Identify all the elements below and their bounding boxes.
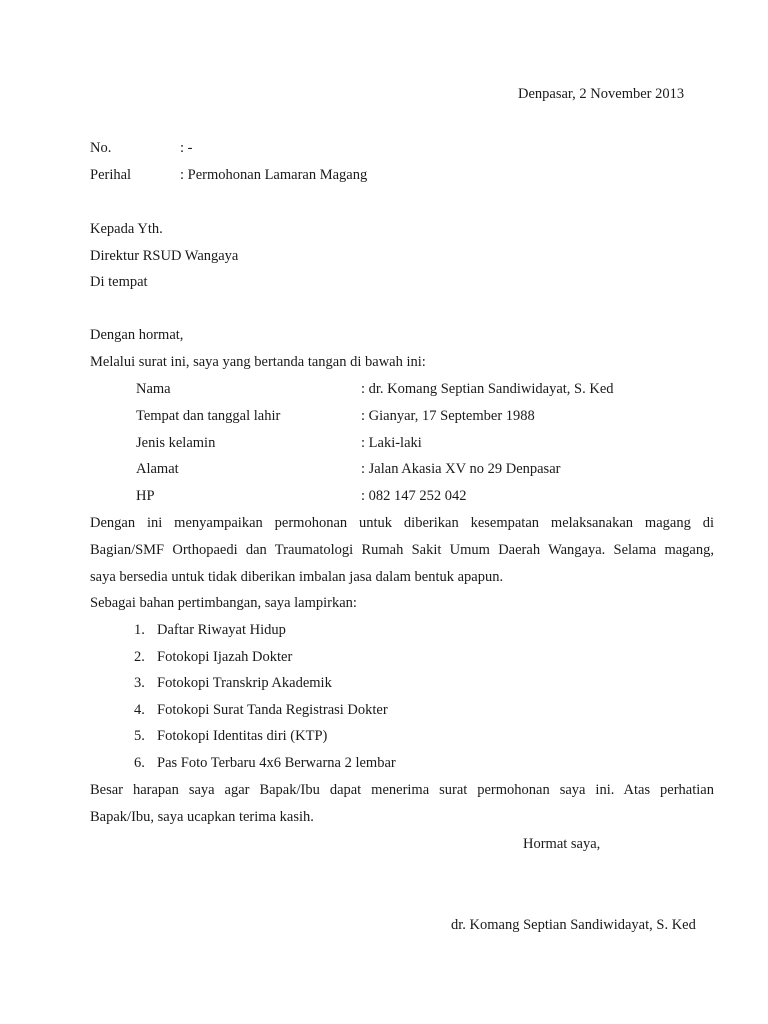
field-label: Alamat: [136, 461, 179, 477]
field-value: : Gianyar, 17 September 1988: [361, 408, 535, 424]
greeting: Dengan hormat,: [90, 327, 184, 343]
attachment-number: 3.: [134, 675, 145, 691]
closing-paragraph-line-1: Besar harapan saya agar Bapak/Ibu dapat menerima surat permohonan saya ini. Atas perhatian: [90, 782, 714, 798]
field-label: Tempat dan tanggal lahir: [136, 408, 281, 424]
closing-paragraph-line-2: Bapak/Ibu, saya ucapkan terima kasih.: [90, 809, 314, 825]
recipient-line-1: Kepada Yth.: [90, 221, 163, 237]
field-value: : 082 147 252 042: [361, 488, 467, 504]
field-label: Jenis kelamin: [136, 435, 216, 451]
place-date: Denpasar, 2 November 2013: [518, 86, 685, 102]
field-value: : Jalan Akasia XV no 29 Denpasar: [361, 461, 561, 477]
body-paragraph-line-1: Dengan ini menyampaikan permohonan untuk diberikan kesempatan melaksanakan magang di: [90, 515, 714, 531]
no-value: : -: [180, 140, 193, 156]
attachment-text: Daftar Riwayat Hidup: [157, 622, 286, 638]
attachment-number: 5.: [134, 728, 145, 744]
body-paragraph-line-3: saya bersedia untuk tidak diberikan imbalan jasa dalam bentuk apapun.: [90, 569, 504, 585]
attachments-intro: Sebagai bahan pertimbangan, saya lampirkan:: [90, 595, 357, 611]
field-value: : dr. Komang Septian Sandiwidayat, S. Ked: [361, 381, 614, 397]
attachment-number: 2.: [134, 649, 145, 665]
field-label: HP: [136, 488, 155, 504]
attachment-text: Fotokopi Identitas diri (KTP): [157, 728, 328, 744]
recipient-line-3: Di tempat: [90, 274, 148, 290]
attachment-number: 4.: [134, 702, 145, 718]
attachment-text: Fotokopi Ijazah Dokter: [157, 649, 293, 665]
attachment-text: Pas Foto Terbaru 4x6 Berwarna 2 lembar: [157, 755, 396, 771]
body-paragraph-line-2: Bagian/SMF Orthopaedi dan Traumatologi Rumah Sakit Umum Daerah Wangaya. Selama magang,: [90, 542, 714, 558]
field-label: Nama: [136, 381, 171, 397]
attachment-number: 6.: [134, 755, 145, 771]
attachment-text: Fotokopi Transkrip Akademik: [157, 675, 332, 691]
recipient-line-2: Direktur RSUD Wangaya: [90, 248, 239, 264]
field-value: : Laki-laki: [361, 435, 422, 451]
no-label: No.: [90, 140, 112, 156]
attachment-number: 1.: [134, 622, 145, 638]
attachment-text: Fotokopi Surat Tanda Registrasi Dokter: [157, 702, 388, 718]
perihal-value: : Permohonan Lamaran Magang: [180, 167, 368, 183]
closing-salutation: Hormat saya,: [523, 836, 601, 852]
signature-name: dr. Komang Septian Sandiwidayat, S. Ked: [451, 917, 696, 933]
perihal-label: Perihal: [90, 167, 132, 183]
intro-text: Melalui surat ini, saya yang bertanda tangan di bawah ini:: [90, 354, 426, 370]
